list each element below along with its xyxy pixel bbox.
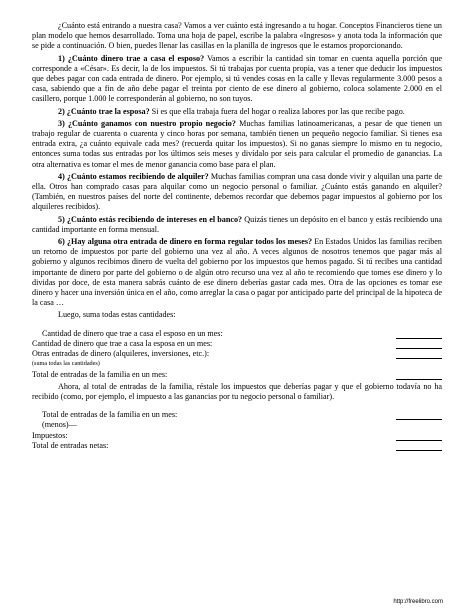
worksheet-row [32, 359, 442, 369]
section-heading: 3) ¿Cuánto ganamos con nuestro propio negocio? [58, 118, 236, 128]
section-body: Muchas familias latinoamericanas, a pesar de que tienen un trabajo regular de cuarenta o cuarenta y cinco horas por semana, también tienen un pequeño negocio familiar. Si tienes esa entrada extra, ¿a cuánto equivale cada mes? (recuerda quitar los impuestos). Si no ganas siempre lo mismo en tu negocio, entonces suma todas sus entradas por los últimos seis meses y divídalo por seis para calcular el promedio de ganancias. La otra alternativa es tomar el mes de menor ganancia como base para el plan. [32, 118, 442, 169]
section-paragraph [32, 237, 442, 308]
section-body: En Estados Unidos las familias reciben un retorno de impuestos por parte del gobierno una vez al año. A veces algunos de nosotros tenemos que pagar más al gobierno y algunos recibimos dinero de vuelta del gobierno por los impuestos que hemos pagado. Si tú recibes una cantidad importante de dinero por parte del gobierno o de algún otro recurso una vez al año te recomiendo que tomes ese dinero y lo dividas por doce, de esta manera sabrás cuánto de ese dinero deberías gastar cada mes. Otra de las opciones es tomar ese dinero y hacer una inversión única en el año, como arreglar la casa o pagar por anticipado parte del principal de la hipoteca de la casa … [32, 237, 442, 308]
amount-blank-line[interactable] [396, 411, 442, 420]
worksheet-label: Impuestos: [32, 430, 68, 440]
section-paragraph [32, 215, 442, 235]
amount-blank-line[interactable] [396, 350, 442, 359]
worksheet-label: Cantidad de dinero que trae a casa el esposo en un mes: [42, 328, 223, 338]
intro-paragraph: ¿Cuánto está entrando a nuestra casa? Vamos a ver cuánto está ingresando a tu hogar. Conceptos Financieros tiene un plan modelo que hemos desarrollado. Toma una hoja de papel, escribe la palabra «Ingresos» y anota toda la información que se pide a continuación. O bien, puedes llenar las casillas en la planilla de ingresos que le estamos proporcionando. [32, 21, 442, 51]
sections [32, 54, 442, 309]
section-paragraph [32, 54, 442, 105]
amount-blank-line[interactable] [396, 340, 442, 349]
worksheet-row [32, 349, 442, 359]
worksheet-label: Total de entradas netas: [32, 440, 109, 450]
footer-url: http://freelibro.com [393, 599, 443, 605]
section-body: Vamos a escribir la cantidad sin tomar en cuenta aquella porción que corresponde a «César». Es decir, la de los impuestos. Si tú trabajas por cuenta propia, vas a tener que deducir los impuestos que debes pagar con cada entrada de dinero. Por ejemplo, si tú vendes cosas en la calle y llevas regularmente 3.000 pesos a casa, sabiendo que a fin de año debe pagar el treinta por ciento de ese dinero al gobierno, coloca solamente 2.000 en el casillero, porque 1.000 le corresponderán al gobierno, no son tuyos. [32, 53, 442, 104]
worksheet-row [32, 329, 442, 339]
worksheet-row [32, 431, 442, 441]
worksheet-label: Total de entradas de la familia en un mes: [42, 410, 178, 420]
instruction-paragraph: Ahora, al total de entradas de la familia, réstale los impuestos que deberías pagar y que el gobierno todavía no ha recibido (como, por ejemplo, el impuesto a las ganancias por tu negocio personal o familiar). [32, 381, 442, 401]
worksheet-row [32, 410, 442, 420]
section-body: Quizás tienes un depósito en el banco y estás recibiendo una cantidad importante en forma mensual. [32, 214, 442, 234]
worksheet-label: Cantidad de dinero que trae a casa la esposa en un mes: [32, 338, 213, 348]
section-body: Si es que ella trabaja fuera del hogar o realiza labores por las que recibe pago. [149, 106, 405, 116]
amount-blank-line[interactable] [396, 371, 442, 380]
section-paragraph [32, 172, 442, 213]
income-worksheet [32, 329, 442, 380]
worksheet-row [32, 420, 442, 430]
worksheet-row [32, 339, 442, 349]
amount-blank-line[interactable] [396, 442, 442, 451]
section-heading: 6) ¿Hay alguna otra entrada de dinero en forma regular todos los meses? [58, 237, 313, 247]
section-paragraph [32, 107, 442, 117]
worksheet-label: Otras entradas de dinero (alquileres, inversiones, etc.): [32, 349, 210, 359]
sum-intro: Luego, suma todas estas cantidades: [58, 310, 176, 320]
document-page [32, 21, 442, 451]
worksheet-row [32, 441, 442, 451]
section-heading: 1) ¿Cuánto dinero trae a casa el esposo? [58, 53, 205, 63]
amount-blank-line[interactable] [396, 432, 442, 441]
worksheet-label: Total de entradas de la familia en un mes: [32, 369, 168, 379]
net-income-worksheet [32, 410, 442, 451]
worksheet-label: (suma todas las cantidades) [32, 360, 100, 368]
section-body: Muchas familias compran una casa donde vivir y alquilan una parte de ella. Otros han comprado casas para alquilar como un negocio personal o familiar. ¿Cuánto estás ganando en alquiler? (También, en nuestros países del norte del continente, debemos recordar que debemos pagar impuestos al gobierno por los alquileres recibidos). [32, 171, 443, 212]
worksheet-label: (menos)— [42, 420, 77, 430]
section-heading: 5) ¿Cuánto estás recibiendo de intereses en el banco? [58, 214, 243, 224]
section-heading: 2) ¿Cuánto trae la esposa? [58, 106, 150, 116]
section-paragraph [32, 119, 442, 170]
worksheet-row [32, 370, 442, 380]
amount-blank-line[interactable] [396, 330, 442, 339]
section-heading: 4) ¿Cuánto estamos recibiendo de alquiler? [58, 171, 209, 181]
